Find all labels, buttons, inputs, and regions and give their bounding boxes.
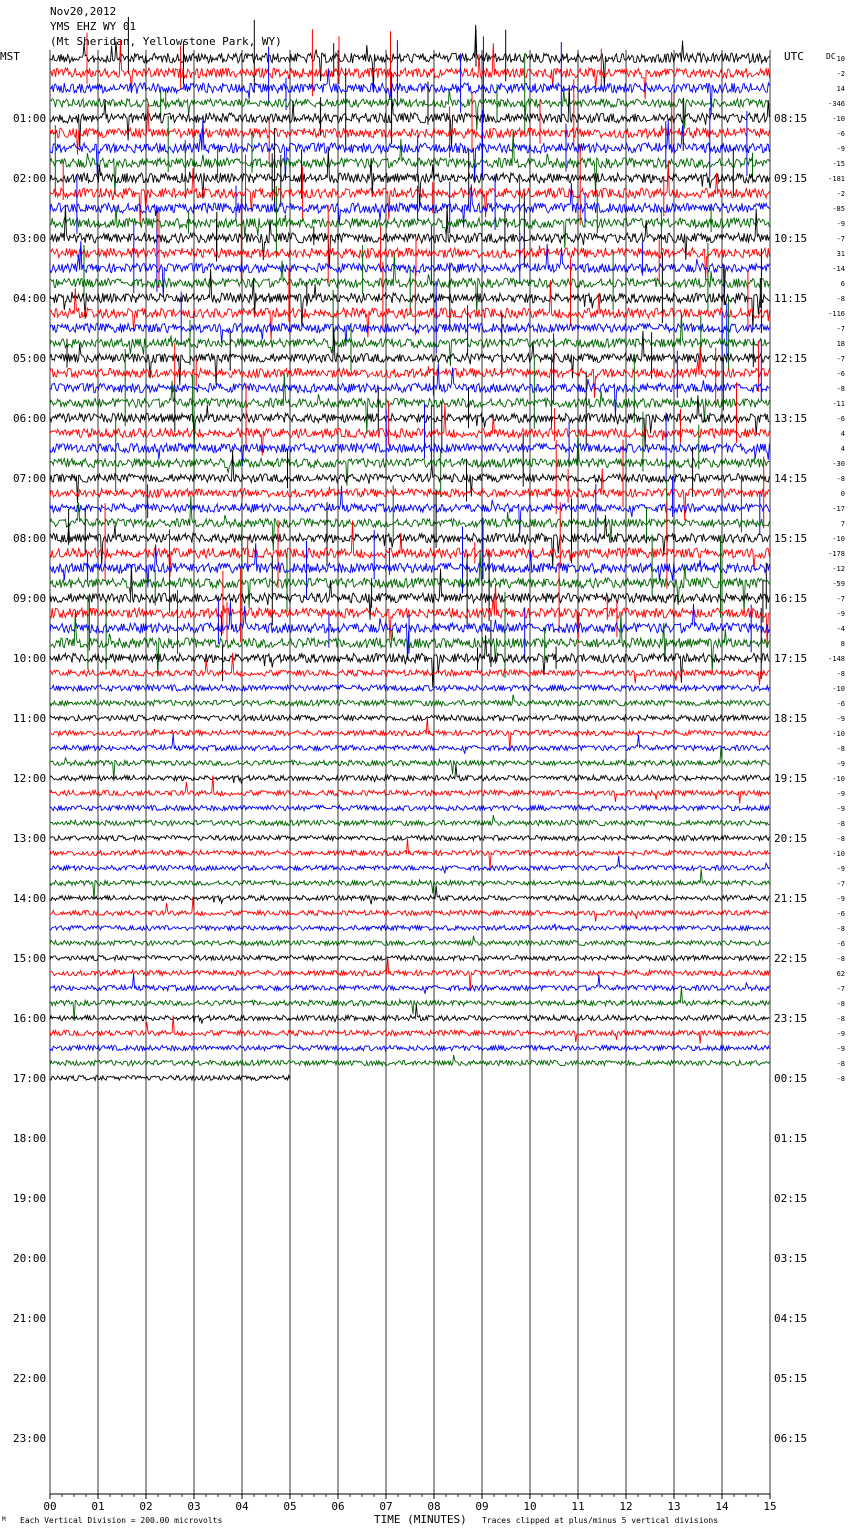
dc-offset-label: 62 bbox=[836, 970, 845, 978]
seismic-trace bbox=[50, 496, 769, 552]
left-hour-label: 17:00 bbox=[13, 1072, 47, 1085]
dc-offset-label: -17 bbox=[832, 505, 845, 513]
left-hour-label: 04:00 bbox=[13, 292, 47, 305]
dc-offset-label: -9 bbox=[836, 865, 845, 873]
dc-offset-label: -6 bbox=[836, 415, 845, 423]
station-location: (Mt Sheridan, Yellowstone Park, WY) bbox=[50, 35, 282, 48]
dc-offset-label: -9 bbox=[836, 220, 845, 228]
right-hour-label: 05:15 bbox=[774, 1372, 808, 1385]
seismic-trace bbox=[50, 1076, 290, 1081]
seismic-trace bbox=[50, 468, 769, 520]
dc-offset-label: -14 bbox=[832, 265, 845, 273]
dc-offset-label: -4 bbox=[836, 625, 845, 633]
x-tick-label: 11 bbox=[571, 1500, 585, 1513]
x-tick-label: 10 bbox=[523, 1500, 537, 1513]
dc-offset-label: -30 bbox=[832, 460, 845, 468]
dc-offset-label: -9 bbox=[836, 760, 845, 768]
right-hour-label: 06:15 bbox=[774, 1432, 808, 1445]
dc-offset-label: -9 bbox=[836, 1045, 845, 1053]
seismic-trace bbox=[50, 717, 769, 750]
dc-offset-label: -8 bbox=[836, 475, 845, 483]
x-tick-label: 08 bbox=[427, 1500, 441, 1513]
x-tick-label: 01 bbox=[91, 1500, 105, 1513]
dc-offset-label: -7 bbox=[836, 325, 845, 333]
right-timezone-label: UTC bbox=[784, 50, 804, 63]
seismic-trace bbox=[50, 25, 769, 89]
left-hour-label: 01:00 bbox=[13, 112, 47, 125]
left-hour-label: 13:00 bbox=[13, 832, 47, 845]
x-axis-title: TIME (MINUTES) bbox=[374, 1513, 467, 1526]
left-hour-label: 02:00 bbox=[13, 172, 47, 185]
seismic-trace bbox=[50, 974, 769, 994]
right-hour-label: 22:15 bbox=[774, 952, 808, 965]
seismic-trace bbox=[50, 432, 769, 486]
x-tick-label: 15 bbox=[763, 1500, 777, 1513]
dc-offset-label: -7 bbox=[836, 595, 845, 603]
left-hour-label: 08:00 bbox=[13, 532, 47, 545]
seismic-trace bbox=[50, 747, 769, 781]
dc-offset-label: -10 bbox=[832, 775, 845, 783]
right-hour-label: 11:15 bbox=[774, 292, 808, 305]
right-hour-label: 23:15 bbox=[774, 1012, 808, 1025]
x-tick-label: 14 bbox=[715, 1500, 729, 1513]
seismic-trace bbox=[50, 987, 769, 1021]
x-tick-label: 02 bbox=[139, 1500, 153, 1513]
dc-offset-label: -9 bbox=[836, 610, 845, 618]
seismic-trace bbox=[50, 584, 769, 646]
seismic-trace bbox=[50, 856, 769, 874]
dc-offset-label: -9 bbox=[836, 805, 845, 813]
left-hour-label: 16:00 bbox=[13, 1012, 47, 1025]
right-hour-label: 02:15 bbox=[774, 1192, 808, 1205]
seismic-trace bbox=[50, 956, 769, 961]
seismic-trace bbox=[50, 131, 769, 197]
seismic-trace bbox=[50, 104, 769, 155]
x-tick-label: 00 bbox=[43, 1500, 57, 1513]
dc-offset-label: -11 bbox=[832, 400, 845, 408]
dc-offset-label: -8 bbox=[836, 1075, 845, 1083]
left-hour-label: 07:00 bbox=[13, 472, 47, 485]
dc-offset-label: 10 bbox=[836, 55, 845, 63]
dc-offset-header: DC bbox=[826, 52, 836, 61]
dc-offset-label: 14 bbox=[836, 85, 845, 93]
dc-offset-label: -15 bbox=[832, 160, 845, 168]
dc-offset-label: -6 bbox=[836, 130, 845, 138]
seismic-trace bbox=[50, 897, 769, 922]
dc-offset-label: -6 bbox=[836, 370, 845, 378]
right-hour-label: 14:15 bbox=[774, 472, 808, 485]
seismic-trace bbox=[50, 805, 769, 810]
vertical-scale-note: Each Vertical Division = 200.00 microvolts bbox=[20, 1516, 223, 1525]
dc-offset-label: -148 bbox=[828, 655, 845, 663]
left-hour-label: 19:00 bbox=[13, 1192, 47, 1205]
dc-offset-label: -181 bbox=[828, 175, 845, 183]
right-hour-label: 18:15 bbox=[774, 712, 808, 725]
dc-offset-label: -2 bbox=[836, 190, 845, 198]
right-hour-label: 01:15 bbox=[774, 1132, 808, 1145]
right-hour-label: 03:15 bbox=[774, 1252, 808, 1265]
left-hour-label: 14:00 bbox=[13, 892, 47, 905]
dc-offset-label: -9 bbox=[836, 895, 845, 903]
dc-offset-label: -8 bbox=[836, 835, 845, 843]
dc-offset-label: 31 bbox=[836, 250, 845, 258]
seismic-trace bbox=[50, 1045, 769, 1050]
seismic-trace bbox=[50, 838, 769, 869]
dc-offset-label: 18 bbox=[836, 340, 845, 348]
x-tick-label: 13 bbox=[667, 1500, 681, 1513]
dc-offset-label: -8 bbox=[836, 670, 845, 678]
left-hour-label: 06:00 bbox=[13, 412, 47, 425]
seismic-trace bbox=[50, 765, 769, 784]
dc-offset-label: -8 bbox=[836, 955, 845, 963]
dc-offset-label: -12 bbox=[832, 565, 845, 573]
dc-offset-label: -8 bbox=[836, 295, 845, 303]
seismic-trace bbox=[50, 715, 769, 721]
x-tick-label: 12 bbox=[619, 1500, 633, 1513]
dc-offset-label: 4 bbox=[840, 445, 845, 453]
left-hour-label: 20:00 bbox=[13, 1252, 47, 1265]
seismic-trace bbox=[50, 695, 769, 706]
seismic-trace bbox=[50, 924, 769, 931]
seismic-trace bbox=[50, 1005, 769, 1024]
seismic-trace bbox=[50, 515, 769, 568]
dc-offset-label: -10 bbox=[832, 730, 845, 738]
dc-offset-label: -6 bbox=[836, 700, 845, 708]
dc-offset-label: 7 bbox=[840, 520, 845, 528]
seismic-trace bbox=[50, 149, 769, 207]
right-hour-label: 12:15 bbox=[774, 352, 808, 365]
left-hour-label: 12:00 bbox=[13, 772, 47, 785]
dc-offset-label: -8 bbox=[836, 745, 845, 753]
left-hour-label: 10:00 bbox=[13, 652, 47, 665]
dc-offset-label: -8 bbox=[836, 1060, 845, 1068]
dc-offset-label: -10 bbox=[832, 685, 845, 693]
left-hour-label: 22:00 bbox=[13, 1372, 47, 1385]
left-hour-label: 05:00 bbox=[13, 352, 47, 365]
seismic-trace bbox=[50, 373, 769, 434]
dc-offset-label: -10 bbox=[832, 115, 845, 123]
dc-offset-label: -9 bbox=[836, 1030, 845, 1038]
station-code: YMS EHZ WY 01 bbox=[50, 20, 137, 33]
dc-offset-label: -9 bbox=[836, 715, 845, 723]
dc-offset-label: 8 bbox=[840, 640, 845, 648]
dc-offset-label: -6 bbox=[836, 940, 845, 948]
seismic-trace bbox=[50, 815, 769, 826]
left-hour-label: 03:00 bbox=[13, 232, 47, 245]
right-hour-label: 17:15 bbox=[774, 652, 808, 665]
seismic-trace bbox=[50, 868, 769, 899]
right-hour-label: 13:15 bbox=[774, 412, 808, 425]
seismic-trace bbox=[50, 85, 769, 147]
footer-mark: M bbox=[2, 1516, 6, 1523]
x-tick-label: 06 bbox=[331, 1500, 345, 1513]
seismic-trace bbox=[50, 89, 769, 130]
dc-offset-label: -59 bbox=[832, 580, 845, 588]
dc-offset-label: -8 bbox=[836, 1000, 845, 1008]
dc-offset-label: -8 bbox=[836, 1015, 845, 1023]
seismic-trace bbox=[50, 734, 769, 754]
dc-offset-label: -9 bbox=[836, 790, 845, 798]
right-hour-label: 16:15 bbox=[774, 592, 808, 605]
right-hour-label: 20:15 bbox=[774, 832, 808, 845]
x-tick-label: 09 bbox=[475, 1500, 489, 1513]
right-hour-label: 00:15 bbox=[774, 1072, 808, 1085]
x-tick-label: 07 bbox=[379, 1500, 393, 1513]
right-hour-label: 19:15 bbox=[774, 772, 808, 785]
right-hour-label: 15:15 bbox=[774, 532, 808, 545]
right-hour-label: 10:15 bbox=[774, 232, 808, 245]
x-tick-label: 04 bbox=[235, 1500, 249, 1513]
dc-offset-label: -8 bbox=[836, 925, 845, 933]
seismic-traces bbox=[50, 17, 769, 1081]
dc-offset-label: -8 bbox=[836, 385, 845, 393]
dc-offset-label: -6 bbox=[836, 910, 845, 918]
dc-offset-label: -9 bbox=[836, 145, 845, 153]
left-hour-label: 11:00 bbox=[13, 712, 47, 725]
chart-labels bbox=[13, 55, 845, 1513]
right-hour-label: 09:15 bbox=[774, 172, 808, 185]
seismic-trace bbox=[50, 685, 769, 691]
dc-offset-label: -10 bbox=[832, 535, 845, 543]
x-tick-label: 03 bbox=[187, 1500, 201, 1513]
left-hour-label: 15:00 bbox=[13, 952, 47, 965]
dc-offset-label: -85 bbox=[832, 205, 845, 213]
seismic-trace bbox=[50, 1055, 769, 1066]
dc-offset-label: -7 bbox=[836, 235, 845, 243]
clipping-note: Traces clipped at plus/minus 5 vertical divisions bbox=[482, 1516, 719, 1525]
seismic-trace bbox=[50, 611, 769, 677]
dc-offset-label: 6 bbox=[840, 280, 845, 288]
left-hour-label: 21:00 bbox=[13, 1312, 47, 1325]
right-hour-label: 04:15 bbox=[774, 1312, 808, 1325]
dc-offset-label: 0 bbox=[840, 490, 845, 498]
left-hour-label: 18:00 bbox=[13, 1132, 47, 1145]
plot-date: Nov20,2012 bbox=[50, 5, 117, 18]
seismic-trace bbox=[50, 836, 769, 841]
dc-offset-label: -7 bbox=[836, 880, 845, 888]
dc-offset-label: -2 bbox=[836, 70, 845, 78]
right-hour-label: 21:15 bbox=[774, 892, 808, 905]
dc-offset-label: -7 bbox=[836, 355, 845, 363]
left-timezone-label: MST bbox=[0, 50, 20, 63]
dc-offset-label: -7 bbox=[836, 985, 845, 993]
seismic-trace bbox=[50, 936, 769, 946]
left-hour-label: 09:00 bbox=[13, 592, 47, 605]
seismic-trace bbox=[50, 886, 769, 905]
dc-offset-label: 4 bbox=[840, 430, 845, 438]
dc-offset-label: -178 bbox=[828, 550, 845, 558]
dc-offset-label: -10 bbox=[832, 850, 845, 858]
x-tick-label: 05 bbox=[283, 1500, 297, 1513]
dc-offset-label: -116 bbox=[828, 310, 845, 318]
seismic-trace bbox=[50, 550, 769, 613]
left-hour-label: 23:00 bbox=[13, 1432, 47, 1445]
right-hour-label: 08:15 bbox=[774, 112, 808, 125]
dc-offset-label: -346 bbox=[828, 100, 845, 108]
dc-offset-label: -8 bbox=[836, 820, 845, 828]
